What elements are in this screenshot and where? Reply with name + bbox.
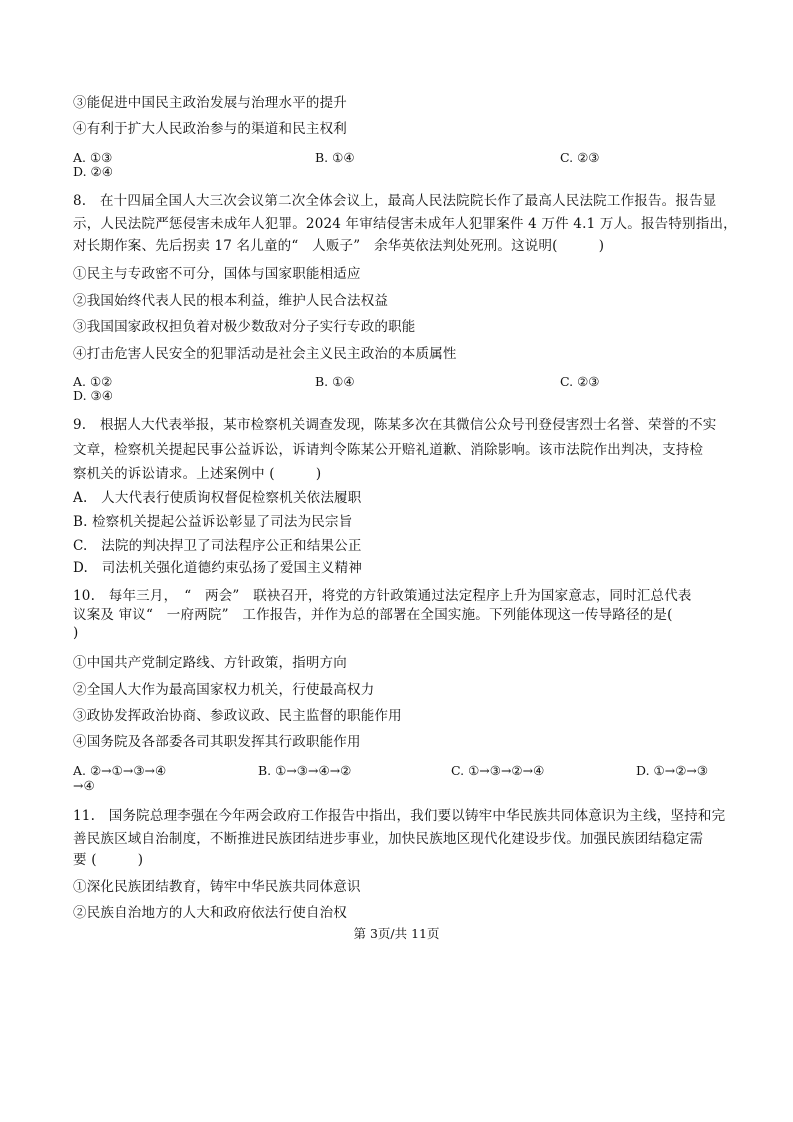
q10-option-d: D. ①→②→③ (636, 763, 709, 778)
page-footer: 第 3页/共 11页 (353, 926, 440, 941)
q10-option-a: A. ②→①→③→④ (73, 763, 167, 778)
q10-item-1: ①中国共产党制定路线、方针政策，指明方向 (73, 655, 347, 671)
prev-item-4: ④有利于扩大人民政治参与的渠道和民主权利 (73, 121, 347, 137)
q8-stem-line-1: 8. 在十四届全国人大三次会议第二次全体会议上，最高人民法院院长作了最高人民法院工作报告。报告显 (73, 193, 717, 209)
q11-item-2: ②民族自治地方的人大和政府依法行使自治权 (73, 905, 347, 921)
q8-option-c: C. ②③ (560, 374, 600, 389)
q11-stem-line-1: 11. 国务院总理李强在今年两会政府工作报告中指出，我们要以铸牢中华民族共同体意识为主线，坚持和完 (73, 808, 726, 824)
prev-option-b: B. ①④ (315, 150, 355, 165)
q8-stem-line-2: 示，人民法院严惩侵害未成年人犯罪。2024 年审结侵害未成年人犯罪案件 4 万件 4.1 万人。报告特别指出， (73, 216, 737, 232)
q10-option-b: B. ①→③→④→② (258, 763, 352, 778)
q9-stem-line-3: 察机关的诉讼请求。上述案例中 ( ) (73, 466, 322, 482)
q8-item-4: ④打击危害人民安全的犯罪活动是社会主义民主政治的本质属性 (73, 346, 457, 362)
q11-item-1: ①深化民族团结教育，铸牢中华民族共同体意识 (73, 879, 361, 895)
prev-option-d: D. ②④ (73, 164, 113, 179)
q10-stem-line-1: 10. 每年三月， “ 两会” 联袂召开，将党的方针政策通过法定程序上升为国家意志，同时汇总代表 (73, 588, 692, 604)
q9-stem-line-1: 9. 根据人大代表举报，某市检察机关调查发现，陈某多次在其微信公众号刊登侵害烈士名誉、荣誉的不实 (73, 417, 717, 433)
prev-option-a: A. ①③ (73, 150, 113, 165)
q8-option-d: D. ③④ (73, 388, 113, 403)
prev-item-3: ③能促进中国民主政治发展与治理水平的提升 (73, 95, 347, 111)
q10-item-2: ②全国人大作为最高国家权力机关，行使最高权力 (73, 682, 375, 698)
q8-item-3: ③我国国家政权担负着对极少数敌对分子实行专政的职能 (73, 319, 416, 335)
q9-option-a: A. 人大代表行使质询权督促检察机关依法履职 (73, 490, 362, 506)
q8-item-1: ①民主与专政密不可分，国体与国家职能相适应 (73, 266, 361, 282)
q8-option-b: B. ①④ (315, 374, 355, 389)
q11-stem-line-2: 善民族区域自治制度，不断推进民族团结进步事业，加快民族地区现代化建设步伐。加强民族团结稳定需 (73, 831, 704, 847)
q9-stem-line-2: 文章，检察机关提起民事公益诉讼，诉请判令陈某公开赔礼道歉、消除影响。该市法院作出判决，支持检 (73, 442, 704, 458)
q8-stem-line-3: 对长期作案、先后拐卖 17 名儿童的“ 人贩子” 余华英依法判处死刑。这说明( ) (73, 238, 605, 254)
q10-item-3: ③政协发挥政治协商、参政议政、民主监督的职能作用 (73, 708, 402, 724)
q10-option-c: C. ①→③→②→④ (451, 763, 545, 778)
prev-option-c: C. ②③ (560, 150, 600, 165)
q8-option-a: A. ①② (73, 374, 113, 389)
q10-stem-line-2: 议案及 审议“ 一府两院” 工作报告，并作为总的部署在全国实施。下列能体现这一传导路径的是( (73, 607, 673, 623)
q9-option-d: D. 司法机关强化道德约束弘扬了爱国主义精神 (73, 560, 363, 576)
q10-item-4: ④国务院及各部委各司其职发挥其行政职能作用 (73, 734, 361, 750)
q11-stem-line-3: 要 ( ) (73, 852, 144, 868)
q8-item-2: ②我国始终代表人民的根本利益，维护人民合法权益 (73, 293, 389, 309)
q10-stem-line-3: ) (73, 625, 79, 641)
q9-option-c: C. 法院的判决捍卫了司法程序公正和结果公正 (73, 538, 362, 554)
q10-option-d-continued: →④ (73, 778, 95, 793)
q9-option-b: B. 检察机关提起公益诉讼彰显了司法为民宗旨 (73, 514, 353, 530)
